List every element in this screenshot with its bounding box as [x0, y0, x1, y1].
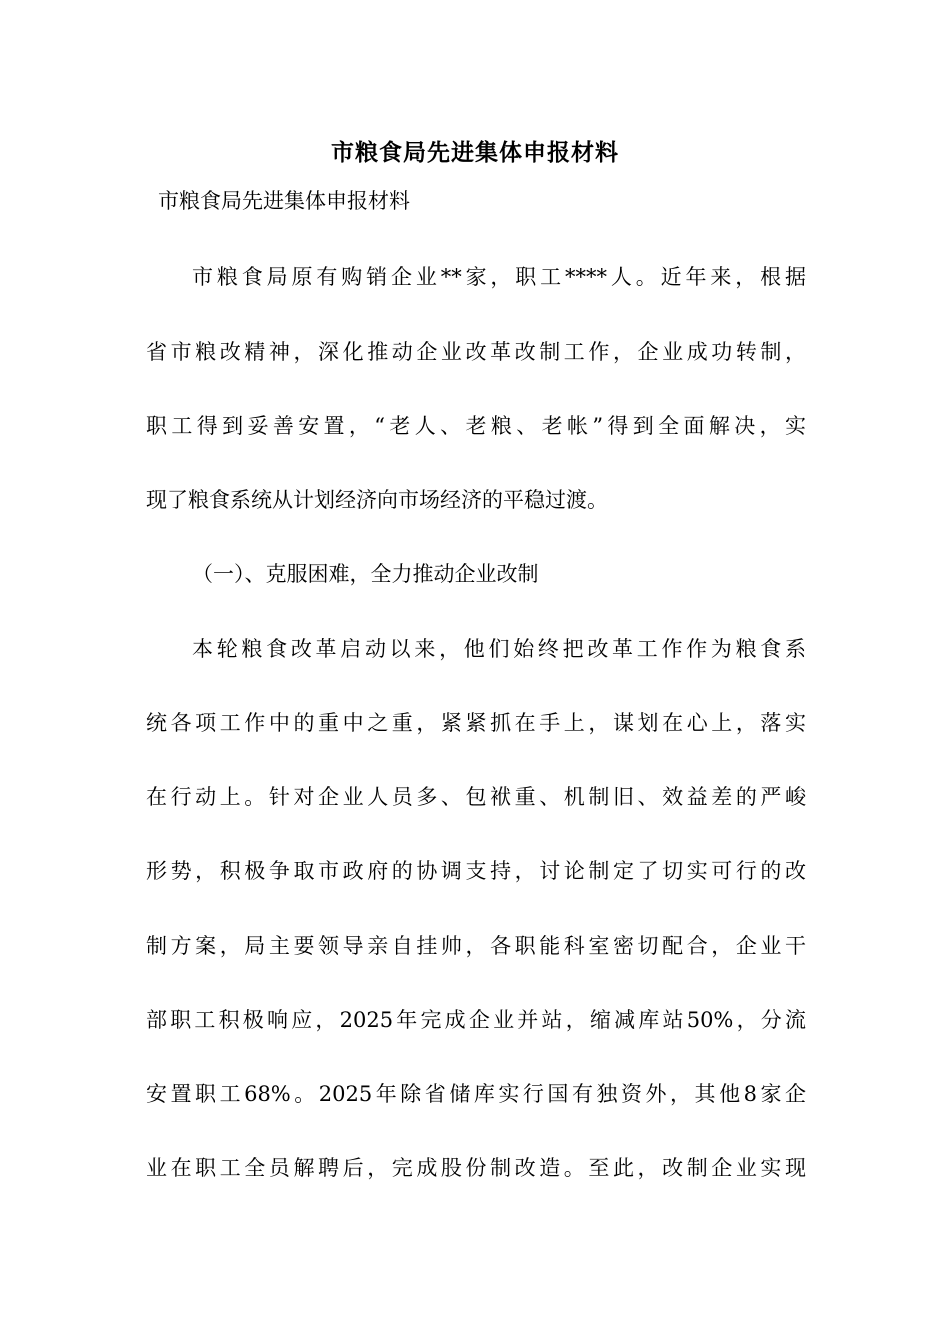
paragraph-line: 安置职工68%。2025年除省储库实行国有独资外，其他8家企 [146, 1082, 806, 1106]
paragraph-line: 部职工积极响应，2025年完成企业并站，缩减库站50%，分流 [146, 1008, 806, 1032]
paragraph-line: 业在职工全员解聘后，完成股份制改造。至此，改制企业实现 [146, 1156, 806, 1180]
section-heading: （一）、克服困难，全力推动企业改制 [192, 562, 539, 586]
paragraph-line: 本轮粮食改革启动以来，他们始终把改革工作作为粮食系 [192, 637, 806, 661]
paragraph-line: 制方案，局主要领导亲自挂帅，各职能科室密切配合，企业干 [146, 934, 806, 958]
paragraph-line: 省市粮改精神，深化推动企业改革改制工作，企业成功转制， [146, 340, 806, 364]
paragraph-line: 现了粮食系统从计划经济向市场经济的平稳过渡。 [146, 488, 608, 512]
document-title: 市粮食局先进集体申报材料 [331, 139, 619, 166]
paragraph-line: 统各项工作中的重中之重，紧紧抓在手上，谋划在心上，落实 [146, 711, 806, 735]
paragraph-line: 市粮食局原有购销企业**家，职工****人。近年来，根据 [192, 265, 806, 289]
paragraph-line: 在行动上。针对企业人员多、包袱重、机制旧、效益差的严峻 [146, 785, 806, 809]
paragraph-line: 职工得到妥善安置，“老人、老粮、老帐”得到全面解决，实 [146, 414, 806, 438]
document-subtitle: 市粮食局先进集体申报材料 [158, 189, 410, 213]
paragraph-line: 形势，积极争取市政府的协调支持，讨论制定了切实可行的改 [146, 859, 806, 883]
